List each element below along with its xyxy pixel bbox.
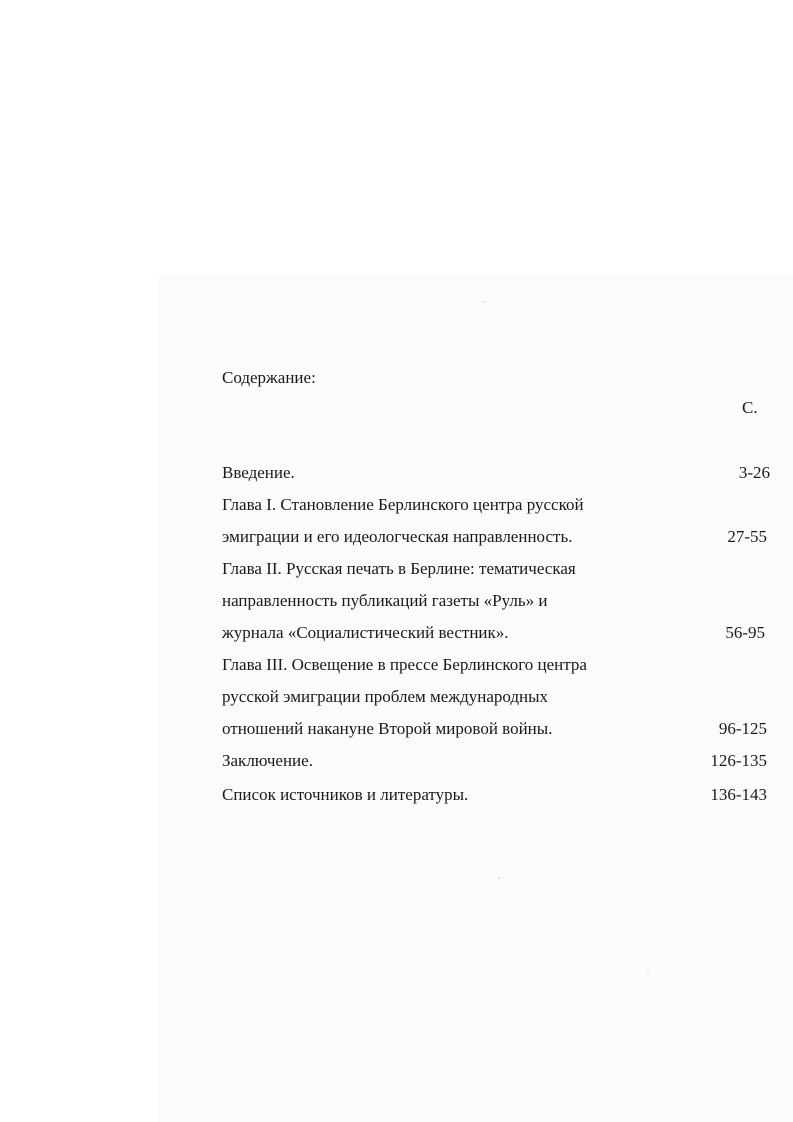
scan-speck [647, 972, 649, 974]
toc-entry-sources: Список источников и литературы. [222, 785, 469, 804]
toc-entry-chapter-2-line-3: журнала «Социалистический вестник». [222, 623, 509, 642]
toc-entry-chapter-3-line-3: отношений накануне Второй мировой войны. [222, 719, 553, 738]
toc-entry-conclusion: Заключение. [222, 751, 313, 770]
toc-pages-chapter-3: 96-125 [718, 719, 767, 738]
toc-pages-sources: 136-143 [710, 785, 767, 804]
toc-entry-chapter-1-line-1: Глава I. Становление Берлинского центра русской [222, 495, 584, 514]
scan-speck [498, 877, 500, 879]
toc-title: Содержание: [222, 368, 316, 387]
toc-entry-introduction: Введение. [222, 463, 295, 482]
page-column-header: С. [742, 398, 758, 417]
scan-speck [483, 301, 485, 303]
toc-pages-conclusion: 126-135 [710, 751, 767, 770]
toc-entry-chapter-2-line-1: Глава II. Русская печать в Берлине: тематическая [222, 559, 576, 578]
toc-pages-chapter-2: 56-95 [725, 623, 765, 642]
toc-entry-chapter-2-line-2: направленность публикаций газеты «Руль» и [222, 591, 548, 610]
toc-entry-chapter-3-line-2: русской эмиграции проблем международных [222, 687, 549, 706]
toc-entry-chapter-3-line-1: Глава III. Освещение в прессе Берлинского центра [222, 655, 587, 674]
toc-entry-chapter-1-line-2: эмиграции и его идеологческая направленность. [222, 527, 573, 546]
toc-pages-introduction: 3-26 [738, 463, 770, 482]
toc-pages-chapter-1: 27-55 [727, 527, 767, 546]
